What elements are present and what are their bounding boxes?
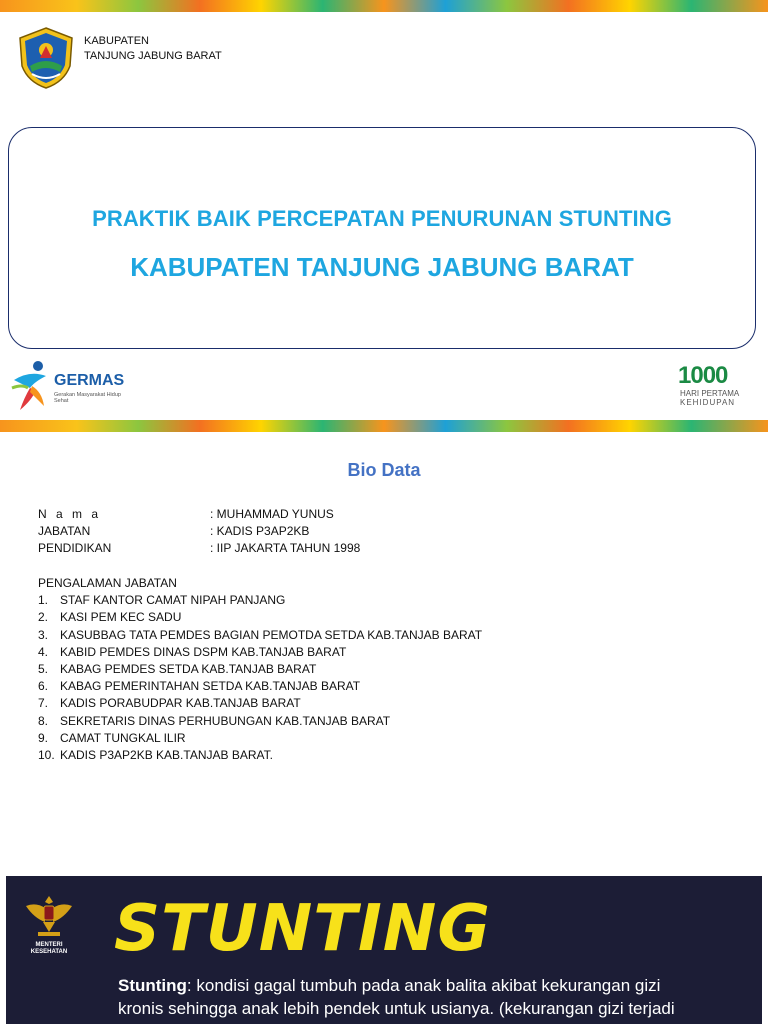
list-item-number: 1.: [38, 593, 49, 608]
list-item-text: CAMAT TUNGKAL ILIR: [60, 730, 186, 745]
list-item-text: KASI PEM KEC SADU: [60, 610, 182, 625]
regency-line-2: TANJUNG JABUNG BARAT: [84, 50, 222, 62]
list-item-text: KABID PEMDES DINAS DSPM KAB.TANJAB BARAT: [60, 644, 347, 659]
regency-emblem-icon: [16, 26, 76, 90]
bio-value: : IIP JAKARTA TAHUN 1998: [210, 541, 361, 556]
list-item-number: 2.: [38, 610, 49, 625]
regency-line-1: KABUPATEN: [84, 35, 149, 47]
stunting-panel: [6, 876, 762, 1024]
regency-name: [84, 34, 222, 64]
definition-line-2: kronis sehingga anak lebih pendek untuk usianya. (kekurangan gizi terjadi: [118, 999, 675, 1018]
ministry-label-line-1: MENTERI: [35, 942, 63, 948]
bio-value: : KADIS P3AP2KB: [210, 524, 310, 539]
hpk-tagline: [680, 389, 739, 407]
list-item-text: STAF KANTOR CAMAT NIPAH PANJANG: [60, 593, 286, 608]
list-item-text: KASUBBAG TATA PEMDES BAGIAN PEMOTDA SETDA KAB.TANJAB BARAT: [60, 627, 483, 642]
list-item: [38, 592, 482, 609]
list-item: [38, 713, 482, 730]
bio-row: [38, 523, 360, 540]
list-item-number: 10.: [38, 748, 55, 763]
bio-value: : MUHAMMAD YUNUS: [210, 507, 334, 521]
definition-text-1: : kondisi gagal tumbuh pada anak balita akibat kekurangan gizi: [186, 976, 661, 995]
list-item: [38, 730, 482, 747]
garuda-emblem-icon: [24, 892, 74, 938]
list-item-text: KADIS PORABUDPAR KAB.TANJAB BARAT: [60, 696, 301, 711]
list-item-number: 8.: [38, 713, 49, 728]
ministry-label: [18, 942, 80, 956]
list-item: [38, 678, 482, 695]
definition-line-1: [118, 974, 718, 997]
hpk-1000-logo: [676, 362, 756, 414]
middle-color-stripe: [0, 420, 768, 432]
experience-section: [38, 575, 482, 764]
bio-label: N a m a: [38, 507, 102, 521]
bio-label: PENDIDIKAN: [38, 541, 112, 556]
list-item-number: 5.: [38, 662, 49, 677]
list-item-text: KABAG PEMERINTAHAN SETDA KAB.TANJAB BARAT: [60, 679, 361, 694]
stunting-definition: [118, 974, 718, 1020]
bio-heading: Bio Data: [347, 460, 421, 480]
title-line-1: PRAKTIK BAIK PERCEPATAN PENURUNAN STUNTING: [92, 206, 672, 231]
title-box: [8, 127, 756, 349]
bio-row: [38, 540, 360, 557]
bio-label: JABATAN: [38, 524, 91, 539]
list-item-text: KADIS P3AP2KB KAB.TANJAB BARAT.: [60, 748, 273, 763]
germas-tagline: Gerakan Masyarakat Hidup Sehat: [54, 392, 121, 404]
hpk-number: 1000: [678, 362, 728, 389]
list-item-number: 3.: [38, 627, 49, 642]
top-color-stripe: [0, 0, 768, 12]
hpk-tagline-line-2: KEHIDUPAN: [680, 398, 736, 407]
list-item-number: 4.: [38, 644, 49, 659]
hpk-tagline-line-1: HARI PERTAMA: [680, 389, 740, 398]
list-item-number: 7.: [38, 696, 49, 711]
bio-row: [38, 506, 360, 523]
list-item: [38, 747, 482, 764]
list-item: [38, 627, 482, 644]
list-item-number: 6.: [38, 679, 49, 694]
stunting-term: Stunting: [118, 976, 187, 995]
list-item: [38, 661, 482, 678]
ministry-label-line-2: KESEHATAN: [30, 949, 68, 955]
stunting-title: STUNTING: [114, 892, 491, 966]
germas-wordmark: GERMAS: [54, 372, 125, 389]
list-item-text: SEKRETARIS DINAS PERHUBUNGAN KAB.TANJAB BARAT: [60, 713, 391, 728]
list-item: [38, 695, 482, 712]
germas-figure-icon: [10, 358, 54, 414]
list-item-number: 9.: [38, 730, 49, 745]
list-item: [38, 609, 482, 626]
germas-logo: [10, 358, 140, 414]
bio-table: [38, 506, 360, 558]
title-line-2: KABUPATEN TANJUNG JABUNG BARAT: [130, 252, 634, 282]
experience-list: [38, 592, 482, 764]
experience-heading: PENGALAMAN JABATAN: [38, 576, 177, 590]
list-item: [38, 644, 482, 661]
list-item-text: KABAG PEMDES SETDA KAB.TANJAB BARAT: [60, 662, 317, 677]
